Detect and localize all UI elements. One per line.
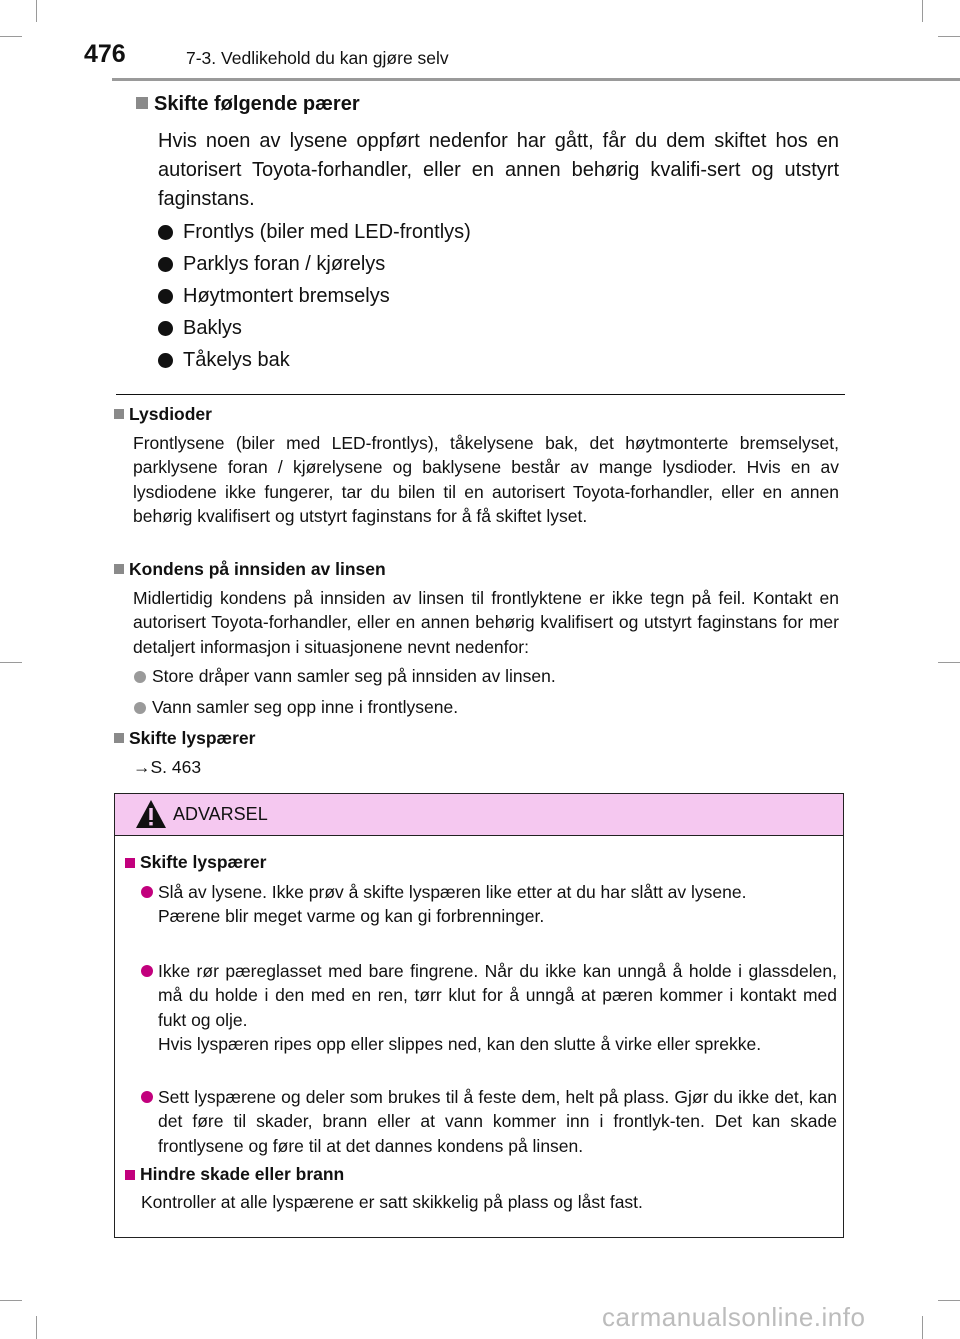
- list-item: Parklys foran / kjørelys: [158, 248, 471, 280]
- square-bullet-icon: [114, 409, 124, 419]
- bullet-dot-icon: [158, 321, 173, 336]
- warning-box: [114, 793, 844, 1238]
- crop-mark: [922, 0, 923, 22]
- crop-mark: [938, 36, 960, 37]
- crop-mark: [922, 1316, 923, 1339]
- list-item: Høytmontert bremselys: [158, 280, 471, 312]
- bulb-list: [158, 216, 471, 376]
- warning-title: ADVARSEL: [173, 804, 268, 824]
- list-item: Baklys: [158, 312, 471, 344]
- section-heading-text: Skifte følgende pærer: [154, 93, 360, 115]
- chapter-title: 7-3. Vedlikehold du kan gjøre selv: [186, 48, 449, 68]
- section-paragraph: Hvis noen av lysene oppført nedenfor har gått, får du dem skiftet hos en autorisert Toyota-forhandler, eller en annen behørig kvalifi-sert og utstyrt faginstans.: [158, 130, 839, 210]
- crop-mark: [0, 1300, 22, 1301]
- square-bullet-icon: [114, 564, 124, 574]
- list-item: Store dråper vann samler seg på innsiden av linsen.: [134, 666, 556, 687]
- bullet-dot-icon: [158, 289, 173, 304]
- note-heading-skifte: Skifte lyspærer: [114, 728, 255, 749]
- section-heading: [136, 93, 360, 116]
- crop-mark: [0, 662, 22, 663]
- warning-item: Slå av lysene. Ikke prøv å skifte lyspæren like etter at du har slått av lysene. Pærene blir meget varme og kan gi forbrenninger.: [141, 880, 837, 929]
- list-item: Tåkelys bak: [158, 344, 471, 376]
- bullet-dot-icon: [158, 257, 173, 272]
- page-number: 476: [84, 40, 126, 68]
- warning-item: Ikke rør pæreglasset med bare fingrene. Når du ikke kan unngå å holde i glassdelen, må du holde i den med en ren, tørr klut for å unngå at pæren kommer i kontakt med fukt og olje. Hvis lyspæren ripes opp eller slippes ned, kan den slutte å virke eller sprekke.: [141, 959, 837, 1056]
- bullet-dot-icon: [141, 965, 153, 977]
- crop-mark: [0, 36, 22, 37]
- page-reference-link[interactable]: →S. 463: [133, 757, 202, 777]
- crop-mark: [36, 0, 37, 22]
- list-item: Vann samler seg opp inne i frontlysene.: [134, 697, 458, 718]
- watermark: carmanualsonline.info: [602, 1302, 866, 1332]
- crop-mark: [938, 1300, 960, 1301]
- crop-mark: [938, 662, 960, 663]
- bullet-dot-icon: [141, 1091, 153, 1103]
- warning-item: Sett lyspærene og deler som brukes til å feste dem, helt på plass. Gjør du ikke det, kan det føre til skader, brann eller at vann kommer inn i frontlyk-ten. Det kan skade frontlysene og føre til at det dannes kondens på linsen.: [141, 1085, 837, 1158]
- square-bullet-icon: [136, 97, 148, 109]
- warning-triangle-icon: [135, 799, 167, 829]
- square-bullet-icon: [125, 1170, 135, 1180]
- note-body-lysdioder: Frontlysene (biler med LED-frontlys), tåkelysene bak, det høytmonterte bremselyset, parklysene foran / kjørelysene og baklysene består av mange lysdioder. Hvis en av lysdiodene ikke fungerer, tar du bilen til en autorisert Toyota-forhandler, eller en annen behørig kvalifisert og utstyrt faginstans for å få skiftet lyset.: [133, 433, 839, 526]
- bullet-dot-icon: [141, 886, 153, 898]
- list-item: Frontlys (biler med LED-frontlys): [158, 216, 471, 248]
- square-bullet-icon: [114, 733, 124, 743]
- square-bullet-icon: [125, 858, 135, 868]
- crop-mark: [36, 1316, 37, 1339]
- note-heading-lysdioder: Lysdioder: [114, 404, 212, 425]
- warning-text: Kontroller at alle lyspærene er satt skikkelig på plass og låst fast.: [141, 1192, 643, 1212]
- bullet-dot-icon: [134, 702, 146, 714]
- warning-section-heading: Skifte lyspærer: [125, 852, 266, 873]
- warning-header: [115, 794, 843, 836]
- note-heading-kondens: Kondens på innsiden av linsen: [114, 559, 386, 580]
- note-body-kondens: Midlertidig kondens på innsiden av linsen til frontlyktene er ikke tegn på feil. Kontakt en autorisert Toyota-forhandler, eller en annen behørig kvalifisert og utstyrt faginstans for mer detaljert informasjon i situasjonene nevnt nedenfor:: [133, 588, 839, 657]
- bullet-dot-icon: [134, 671, 146, 683]
- bullet-dot-icon: [158, 225, 173, 240]
- section-divider: [116, 394, 845, 395]
- warning-section-heading: Hindre skade eller brann: [125, 1164, 344, 1185]
- bullet-dot-icon: [158, 353, 173, 368]
- header-rule: [112, 78, 960, 81]
